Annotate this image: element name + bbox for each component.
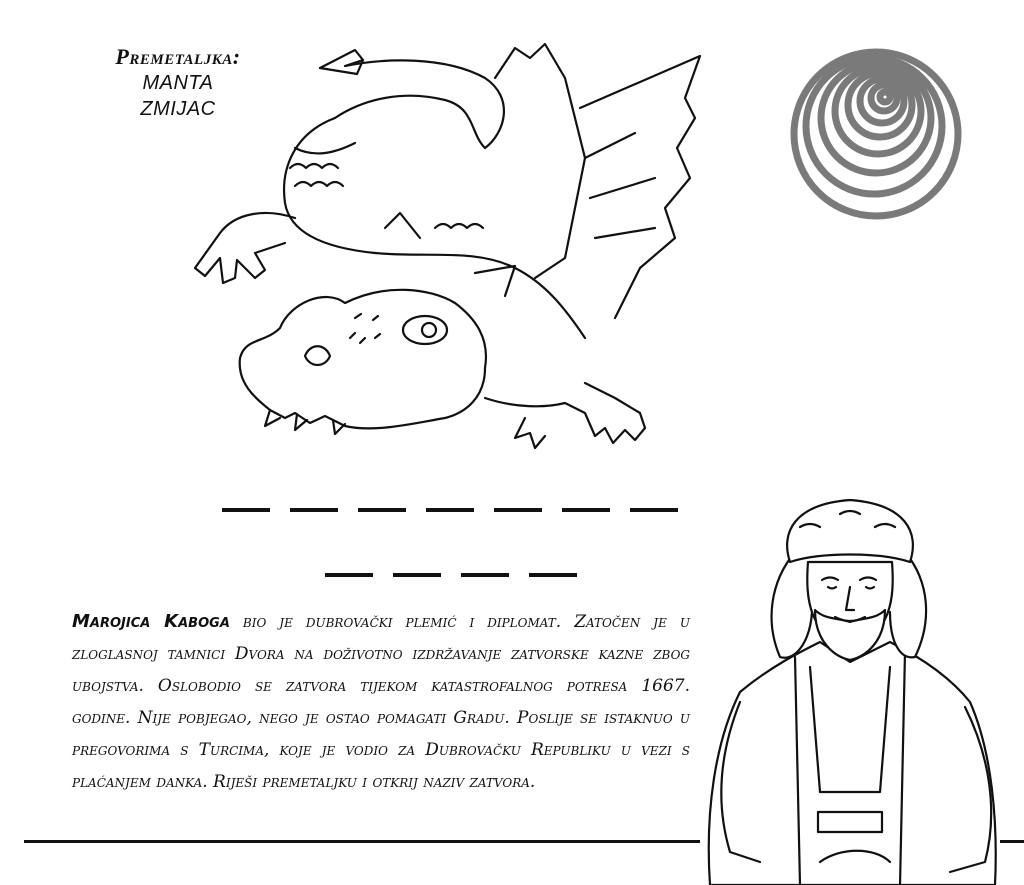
puzzle-title: Premetaljka: (115, 44, 241, 69)
answer-blank (426, 508, 474, 512)
answer-blanks-row-2 (325, 573, 577, 577)
spiral-icon (786, 44, 966, 224)
answer-blank (630, 508, 678, 512)
story-text: bio je dubrovački plemić i diplomat. Zatočen je u zloglasnoj tamnici Dvora na doživotno izdržavanje zatvorske kazne zbog ubojstva. Oslobodio se zatvora tijekom katastrofalnog potresa 1667. godine. Nije pobjegao, nego je ostao pomagati Gradu. Poslije se istaknuo u pregovorima s Turcima, koje je vodio za Dubrovačku Republiku u vezi s plaćanjem danka. Riješi premetaljku i otkrij naziv zatvora. (72, 612, 690, 792)
dragon-illustration (185, 38, 720, 450)
answer-blank (393, 573, 441, 577)
story-name: Marojica Kaboga (72, 611, 230, 632)
answer-blank (494, 508, 542, 512)
anagram-word-2: ZMIJAC (140, 98, 216, 120)
answer-blank (290, 508, 338, 512)
answer-blank (562, 508, 610, 512)
nobleman-portrait (700, 492, 1000, 885)
story-paragraph (72, 606, 690, 798)
answer-blank (222, 508, 270, 512)
answer-blank (358, 508, 406, 512)
answer-blank (529, 573, 577, 577)
answer-blanks-row-1 (222, 508, 678, 512)
answer-blank (461, 573, 509, 577)
anagram-word-1: MANTA (142, 72, 214, 94)
answer-blank (325, 573, 373, 577)
